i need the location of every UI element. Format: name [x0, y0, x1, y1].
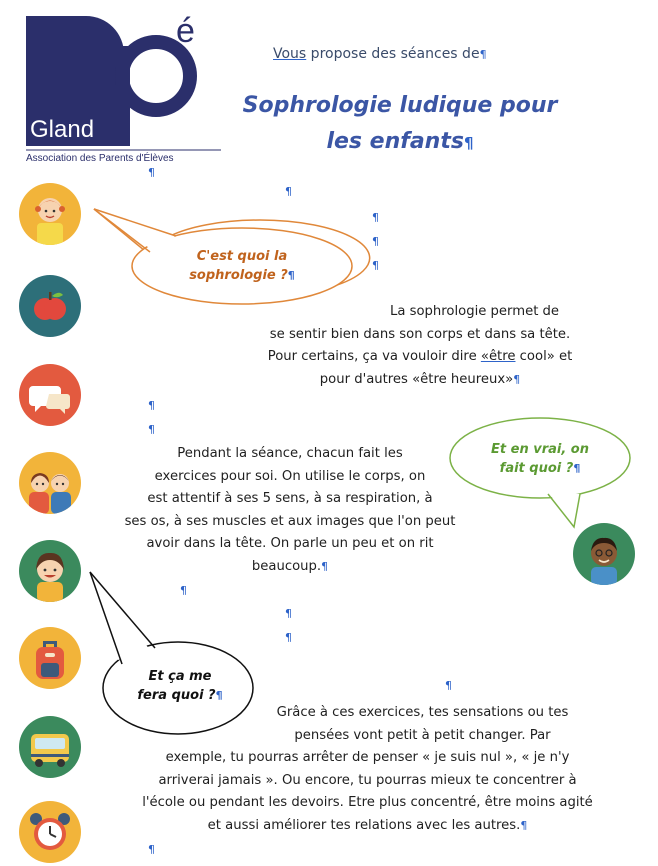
- school-bus-icon: [19, 716, 81, 778]
- pilcrow-mark: ¶: [285, 631, 292, 644]
- pilcrow-mark: ¶: [148, 399, 155, 412]
- apple-icon: [19, 275, 81, 337]
- backpack-icon: [19, 627, 81, 689]
- title-line-1: Sophrologie ludique pour: [242, 93, 558, 118]
- pilcrow-mark: ¶: [148, 166, 155, 179]
- pilcrow-mark: ¶: [372, 211, 379, 224]
- boy-face-icon: [573, 523, 635, 585]
- paragraph-benefits: Grâce à ces exercices, tes sensations ou tes pensées vont petit à petit changer. Par exemple, tu pourras arrêter de penser « je suis nul », « je n'y arriverai jamais ». Ou encore, tu pourras mieux te concentrer à l'école ou pendant les devoirs. Etre plus concentré, être moins agité et aussi améliorer tes relations avec les autres.¶: [142, 705, 593, 833]
- logo-accent: é: [176, 12, 195, 50]
- intro-underlined: Vous: [273, 46, 307, 62]
- logo-name: Gland: [30, 116, 95, 143]
- title-line-2: les enfants¶: [326, 129, 474, 154]
- smiling-girl-icon: [19, 540, 81, 602]
- logo-association: Association des Parents d'Élèves: [26, 153, 174, 164]
- pilcrow-mark: ¶: [148, 843, 155, 856]
- pilcrow-mark: ¶: [148, 423, 155, 436]
- alarm-clock-icon: [19, 801, 81, 863]
- paragraph-session: Pendant la séance, chacun fait les exercices pour soi. On utilise le corps, on est attentif à ses 5 sens, à sa respiration, à ses os, à ses muscles et aux images que l'on peut avoir dans la tête. On parle un peu et on rit beaucoup.¶: [124, 446, 456, 574]
- intro-rest: propose des séances de: [306, 46, 480, 62]
- bubble-question-1: C'est quoi la sophrologie ?¶: [189, 249, 295, 283]
- pilcrow-mark: ¶: [479, 48, 487, 61]
- pilcrow-mark: ¶: [445, 679, 452, 692]
- pilcrow-mark: ¶: [285, 607, 292, 620]
- girl-face-icon: [19, 183, 81, 245]
- pilcrow-mark: ¶: [372, 259, 379, 272]
- bubble-question-2: Et en vrai, on fait quoi ?¶: [491, 442, 589, 476]
- pilcrow-mark: ¶: [372, 235, 379, 248]
- bubble-question-3: Et ça me fera quoi ?¶: [137, 669, 223, 703]
- pilcrow-mark: ¶: [285, 185, 292, 198]
- two-children-icon: [19, 452, 81, 514]
- pilcrow-mark: ¶: [180, 584, 187, 597]
- paragraph-what-is: La sophrologie permet de se sentir bien dans son corps et dans sa tête. Pour certains, ça va vouloir dire «être cool» et pour d'autres «être heureux»¶: [267, 304, 573, 387]
- speech-bubbles-icon: [19, 364, 81, 426]
